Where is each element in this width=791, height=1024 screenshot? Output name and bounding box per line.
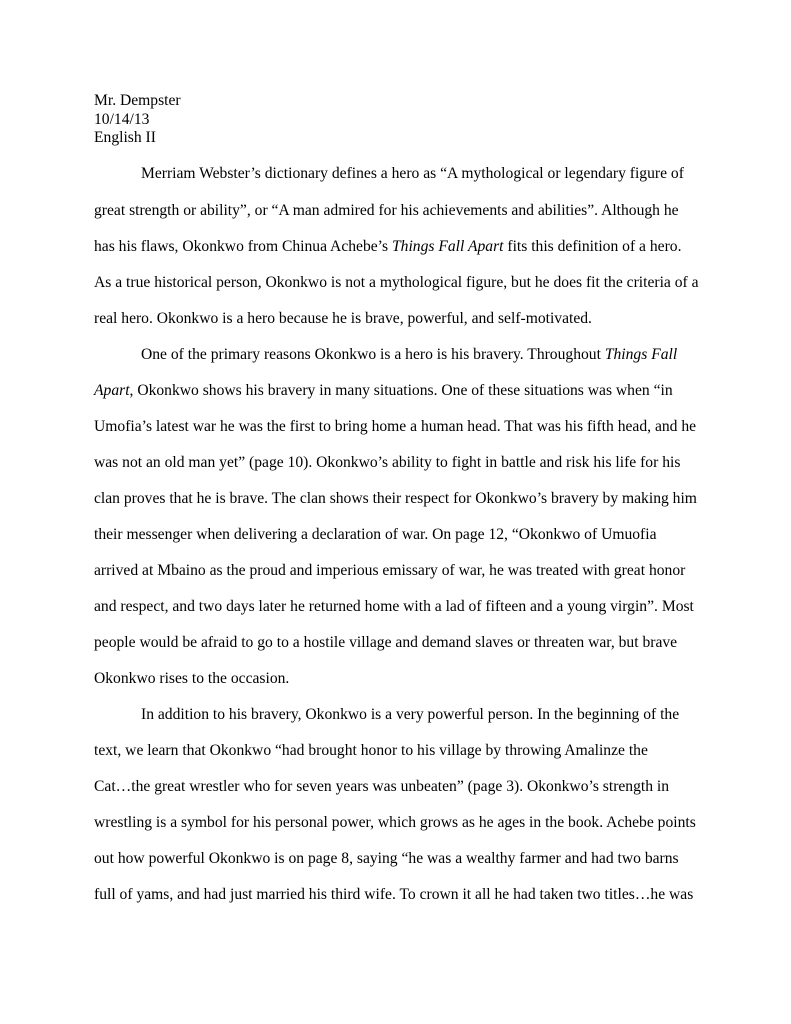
paragraph-3-line-3: Cat…the great wrestler who for seven years was unbeaten” (page 3). Okonkwo’s strength in	[94, 778, 670, 795]
paragraph-3-line-6: full of yams, and had just married his third wife. To crown it all he had taken two titles…he was	[94, 886, 694, 903]
paragraph-2-line-8: and respect, and two days later he returned home with a lad of fifteen and a young virgin”. Most	[94, 598, 694, 615]
course-name: English II	[94, 129, 156, 146]
book-title: Apart	[94, 382, 130, 399]
paragraph-2-line-3: Umofia’s latest war he was the first to bring home a human head. That was his fifth head, and he	[94, 418, 697, 435]
paragraph-3-line-2: text, we learn that Okonkwo “had brought honor to his village by throwing Amalinze the	[94, 742, 648, 759]
paragraph-2-line-5: clan proves that he is brave. The clan shows their respect for Okonkwo’s bravery by making him	[94, 490, 697, 507]
paragraph-2-line-2: Apart, Okonkwo shows his bravery in many situations. One of these situations was when “in	[94, 382, 673, 399]
paragraph-2-line-7: arrived at Mbaino as the proud and imperious emissary of war, he was treated with great honor	[94, 562, 686, 579]
book-title: Things Fall Apart	[391, 238, 504, 255]
paragraph-2-line-6: their messenger when delivering a declaration of war. On page 12, “Okonkwo of Umuofia	[94, 526, 657, 543]
paragraph-1-line-5: real hero. Okonkwo is a hero because he is brave, powerful, and self-motivated.	[94, 310, 592, 327]
paragraph-3-line-4: wrestling is a symbol for his personal power, which grows as he ages in the book. Achebe points	[94, 814, 696, 831]
essay-header	[94, 92, 181, 148]
paragraph-2-line-9: people would be afraid to go to a hostile village and demand slaves or threaten war, but brave	[94, 634, 678, 651]
essay-date: 10/14/13	[94, 110, 150, 128]
book-title: Things Fall	[604, 346, 678, 363]
paragraph-1-line-4: As a true historical person, Okonkwo is not a mythological figure, but he does fit the criteria of a	[94, 274, 699, 291]
paragraph-1-line-1: Merriam Webster’s dictionary defines a hero as “A mythological or legendary figure of	[141, 165, 684, 182]
paragraph-2-line-10: Okonkwo rises to the occasion.	[94, 670, 290, 687]
paragraph-1-line-2: great strength or ability”, or “A man admired for his achievements and abilities”. Although he	[94, 202, 679, 219]
paragraph-2-line-1: One of the primary reasons Okonkwo is a hero is his bravery. Throughout Things Fall	[141, 346, 678, 363]
paragraph-3-line-1: In addition to his bravery, Okonkwo is a very powerful person. In the beginning of the	[141, 706, 680, 723]
teacher-name: Mr. Dempster	[94, 92, 181, 109]
paragraph-1-line-3: has his flaws, Okonkwo from Chinua Achebe’s Things Fall Apart fits this definition of a hero.	[94, 238, 682, 255]
paragraph-2-line-4: was not an old man yet” (page 10). Okonkwo’s ability to fight in battle and risk his life for his	[94, 454, 681, 471]
paragraph-3-line-5: out how powerful Okonkwo is on page 8, saying “he was a wealthy farmer and had two barns	[94, 850, 679, 867]
